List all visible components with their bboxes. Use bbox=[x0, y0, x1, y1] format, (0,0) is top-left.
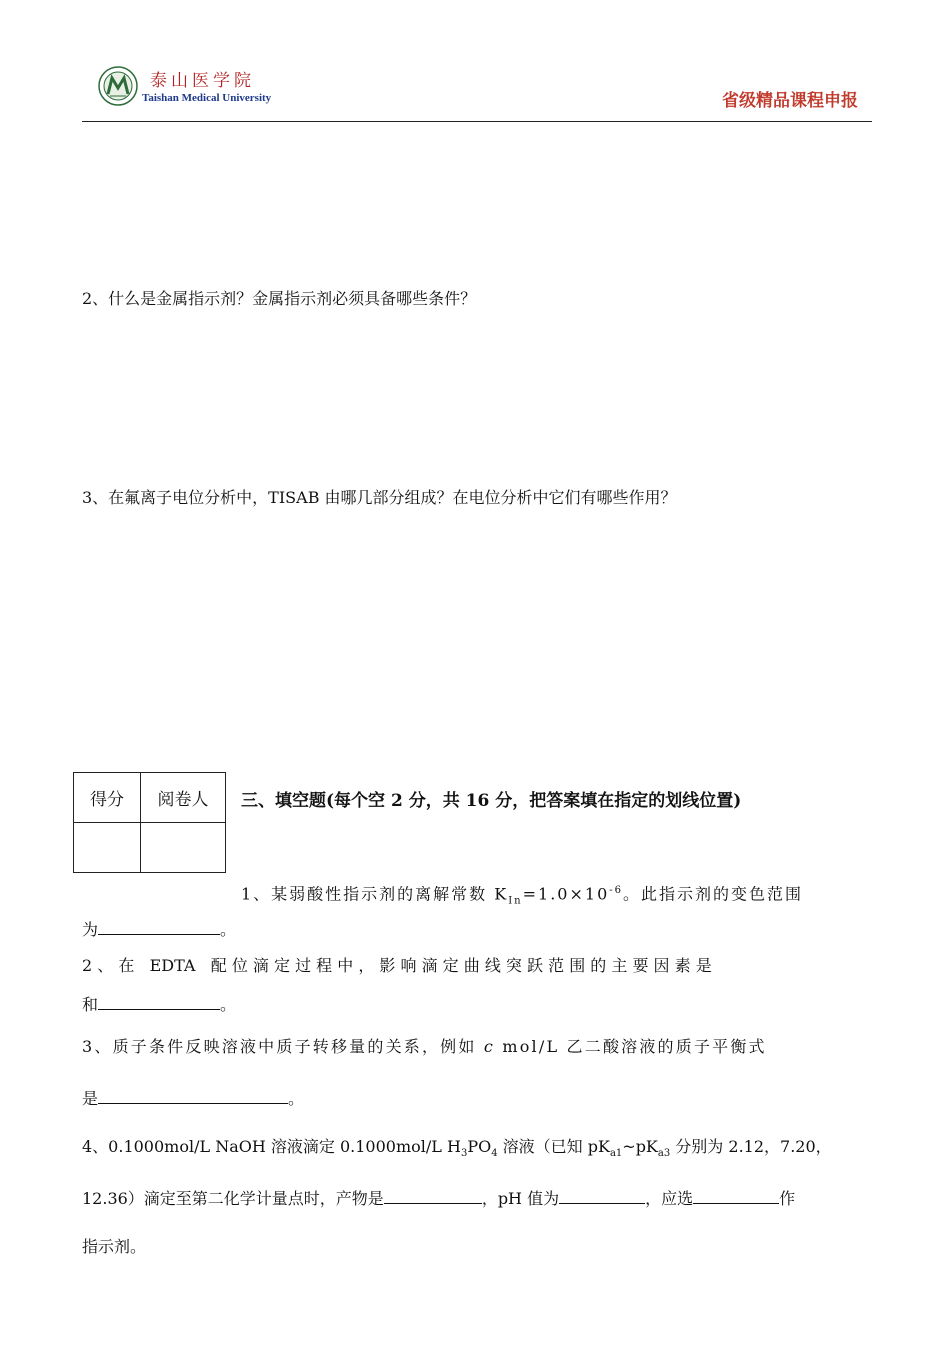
fill-1-value: =1.0×10 bbox=[522, 884, 610, 904]
fill-4-select-label: ，应选 bbox=[645, 1189, 694, 1208]
fill-4-text-5: 分别为 2.12，7.20， bbox=[670, 1137, 832, 1156]
section-3-title: 三、填空题(每个空 2 分，共 16 分，把答案填在指定的划线位置) bbox=[241, 791, 742, 811]
school-name-cn: 泰山医学院 bbox=[150, 71, 255, 91]
grader-cell[interactable] bbox=[141, 823, 226, 873]
header-course-label: 省级精品课程申报 bbox=[722, 91, 858, 111]
fill-4-prefix: 12.36）滴定至第二化学计量点时，产物是 bbox=[82, 1189, 384, 1208]
fill-1-period: 。 bbox=[220, 920, 237, 939]
fill-1-prefix: 为 bbox=[82, 920, 99, 939]
fill-2-prefix: 和 bbox=[82, 995, 99, 1014]
fill-1-tail: 。此指示剂的变色范围 bbox=[623, 884, 804, 904]
fill-3-prefix: 是 bbox=[82, 1089, 99, 1108]
fill-2-line-1: 2 、 在 EDTA 配 位 滴 定 过 程 中 ， 影 响 滴 定 曲 线 突 跃 范 围 的 主 要 因 素 是 bbox=[82, 956, 712, 975]
fill-1-text: 1、某弱酸性指示剂的离解常数 K bbox=[241, 884, 509, 904]
question-3: 3、在氟离子电位分析中，TISAB 由哪几部分组成？在电位分析中它们有哪些作用？ bbox=[82, 488, 677, 507]
fill-4-ph-label: ，pH 值为 bbox=[481, 1189, 560, 1208]
fill-4-line-3: 指示剂。 bbox=[82, 1237, 147, 1256]
school-emblem-icon bbox=[98, 66, 138, 106]
fill-3-tail: mol/L 乙二酸溶液的质子平衡式 bbox=[495, 1037, 767, 1056]
fill-4-text: 4、0.1000mol/L NaOH 溶液滴定 0.1000mol/L H bbox=[82, 1137, 461, 1156]
fill-3-blank[interactable] bbox=[98, 1087, 288, 1104]
school-name-en: Taishan Medical University bbox=[142, 92, 272, 104]
score-header: 得分 bbox=[74, 773, 141, 823]
fill-1-blank[interactable] bbox=[98, 918, 220, 935]
fill-1-sub: In bbox=[508, 895, 523, 907]
fill-1-line-1 bbox=[241, 881, 803, 912]
fill-4-sub-1: 3 bbox=[460, 1148, 468, 1160]
fill-2-period: 。 bbox=[220, 995, 237, 1014]
fill-4-text-4: ~pK bbox=[622, 1137, 658, 1156]
fill-4-sub-2: 4 bbox=[491, 1148, 498, 1160]
fill-3-text: 3、质子条件反映溶液中质子转移量的关系，例如 bbox=[82, 1037, 484, 1056]
grader-header: 阅卷人 bbox=[141, 773, 226, 823]
fill-4-line-1 bbox=[82, 1137, 832, 1164]
fill-4-sub-3: a1 bbox=[609, 1148, 623, 1160]
fill-4-line-2 bbox=[82, 1187, 795, 1209]
fill-1-line-2 bbox=[82, 918, 236, 940]
fill-4-blank-ph[interactable] bbox=[559, 1187, 645, 1204]
fill-3-line-2 bbox=[82, 1087, 304, 1109]
score-table bbox=[73, 772, 226, 873]
fill-2-line-2 bbox=[82, 993, 236, 1015]
fill-4-suffix: 作 bbox=[779, 1189, 796, 1208]
fill-4-sub-4: a3 bbox=[657, 1148, 671, 1160]
fill-1-sup: -6 bbox=[609, 885, 623, 896]
question-2: 2、什么是金属指示剂？金属指示剂必须具备哪些条件？ bbox=[82, 289, 477, 308]
fill-3-line-1 bbox=[82, 1037, 767, 1057]
fill-4-text-3: 溶液（已知 pK bbox=[497, 1137, 610, 1156]
fill-4-blank-product[interactable] bbox=[384, 1187, 482, 1204]
fill-3-period: 。 bbox=[288, 1089, 305, 1108]
fill-3-var: c bbox=[483, 1037, 496, 1056]
fill-4-blank-indicator[interactable] bbox=[693, 1187, 779, 1204]
score-cell[interactable] bbox=[74, 823, 141, 873]
header-divider bbox=[82, 121, 872, 122]
fill-4-text-2: PO bbox=[467, 1137, 492, 1156]
fill-2-blank[interactable] bbox=[98, 993, 220, 1010]
